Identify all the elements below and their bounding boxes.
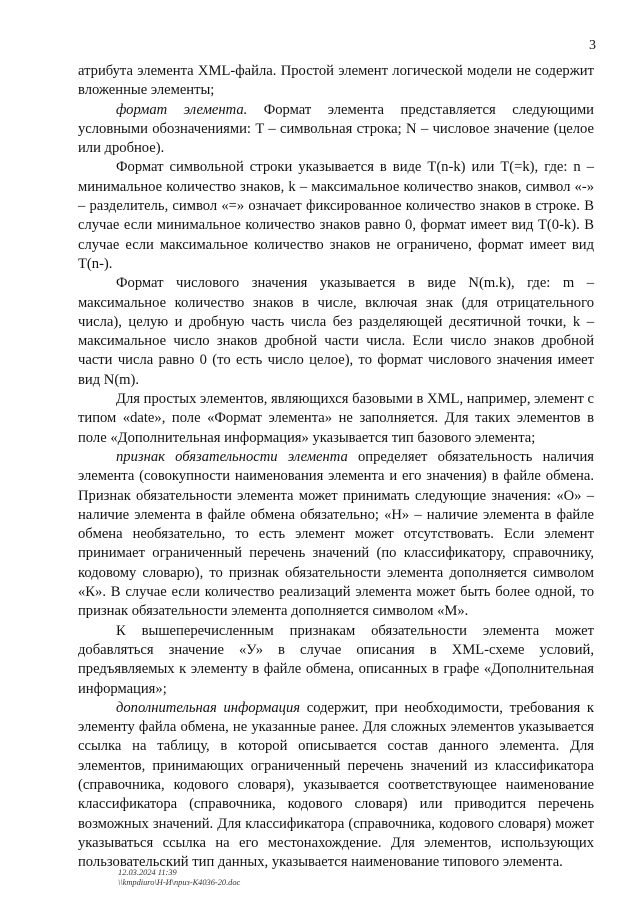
paragraph-1 <box>78 62 594 101</box>
footer-file-path: \\kmpdiuro\Н-И\приз-К4036-20.doc <box>118 878 241 887</box>
footer-timestamp: 12.03.2024 11:39 <box>118 868 177 877</box>
page-number: 3 <box>589 38 596 53</box>
term-italic: признак обязательности элемента <box>116 448 348 465</box>
paragraph-5 <box>78 390 594 448</box>
paragraph-7 <box>78 622 594 699</box>
paragraph-text: Формат числового значения указывается в виде N(m.k), где: m – максимальное количество знаков в числе, включая знак (для отрицательного числа), целую и дробную часть числа без разделяющей десятичной точки, k – максимальное число знаков дробной части числа. Если число знаков дробной части числа равно 0 (то есть число целое), то формат числового значения имеет вид N(m). <box>78 275 594 388</box>
paragraph-text: К вышеперечисленным признакам обязательности элемента может добавляться значение «У» в случае описания в XML-схеме условий, предъявляемых к элементу в файле обмена, описанных в графе «Дополнительная информация»; <box>78 622 594 697</box>
paragraph-text: содержит, при необходимости, требования к элементу файла обмена, не указанные ранее. Для сложных элементов указывается ссылка на таблицу, в которой описывается состав данного элемента. Для элементов, принимающих ограниченный перечень значений из классификатора (справочника, кодового словаря), указывается соответствующее наименование классификатора (справочника, кодового словаря) или приводится перечень возможных значений. Для классификатора (справочника, кодового словаря) может указываться ссылка на его местонахождение. Для элементов, использующих пользовательский тип данных, указывается наименование типового элемента. <box>78 699 594 871</box>
paragraph-6 <box>78 448 594 622</box>
paragraph-4 <box>78 274 594 390</box>
term-italic: дополнительная информация <box>116 699 301 716</box>
paragraph-text: Формат элемента представляется следующими условными обозначениями: T – символьная строка; N – числовое значение (целое или дробное). <box>78 101 594 157</box>
paragraph-text: атрибута элемента XML-файла. Простой элемент логической модели не содержит вложенные элементы; <box>78 63 594 99</box>
paragraph-2 <box>78 101 594 159</box>
document-body <box>78 62 594 872</box>
paragraph-text: Формат символьной строки указывается в виде T(n-k) или T(=k), где: n – минимальное количество знаков, k – максимальное количество знаков, символ «-» – разделитель, символ «=» означает фиксированное количество знаков в строке. В случае если минимальное количество знаков равно 0, формат имеет вид T(0-k). В случае если максимальное количество знаков не ограничено, формат имеет вид T(n-). <box>78 159 594 272</box>
file-footer <box>118 868 240 888</box>
paragraph-8 <box>78 699 594 873</box>
term-italic: формат элемента. <box>116 101 248 118</box>
paragraph-text: определяет обязательность наличия элемента (совокупности наименования элемента и его значения) в файле обмена. Признак обязательности элемента может принимать следующие значения: «О» – наличие элемента в файле обмена обязательно; «Н» – наличие элемента в файле обмена необязательно, то есть элемент может отсутствовать. Если элемент принимает ограниченный перечень значений (по классификатору, справочнику, кодовому словарю), то признак обязательности элемента дополняется символом «К». В случае если количество реализаций элемента может быть более одной, то признак обязательности элемента дополняется символом «М». <box>78 448 594 620</box>
paragraph-text: Для простых элементов, являющихся базовыми в XML, например, элемент с типом «date», поле «Формат элемента» не заполняется. Для таких элементов в поле «Дополнительная информация» указывается тип базового элемента; <box>78 391 594 446</box>
paragraph-3 <box>78 158 594 274</box>
